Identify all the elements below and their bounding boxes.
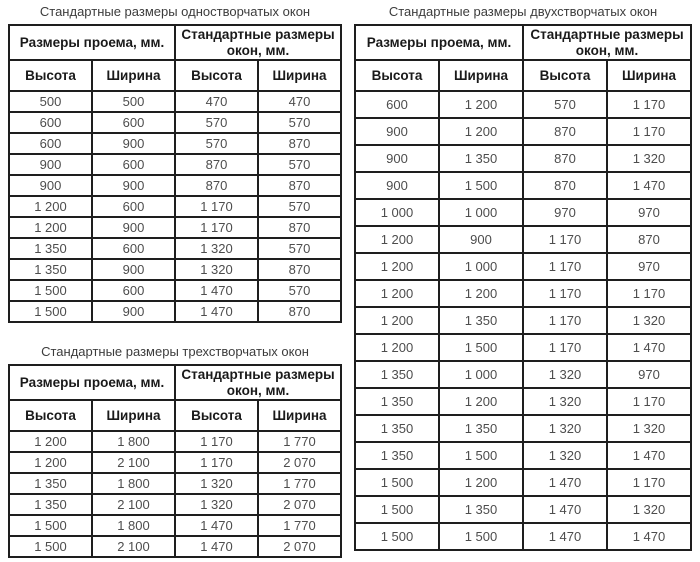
- cell-value: 900: [92, 217, 175, 238]
- cell-value: 900: [439, 226, 523, 253]
- table-row: [9, 301, 341, 322]
- cell-value: 1 200: [439, 388, 523, 415]
- cell-value: 900: [355, 118, 439, 145]
- cell-value: 1 170: [523, 280, 607, 307]
- table-body: [9, 431, 341, 557]
- sub-header-width: Ширина: [258, 60, 341, 91]
- cell-value: 1 470: [175, 515, 258, 536]
- cell-value: 600: [92, 196, 175, 217]
- cell-value: 870: [258, 133, 341, 154]
- cell-value: 500: [92, 91, 175, 112]
- group-header-window: Стандартные размеры окон, мм.: [175, 25, 341, 60]
- cell-value: 1 320: [523, 388, 607, 415]
- single-leaf-section: [8, 0, 342, 323]
- cell-value: 1 320: [175, 259, 258, 280]
- table-row: [9, 431, 341, 452]
- cell-value: 1 500: [9, 536, 92, 557]
- cell-value: 1 500: [355, 469, 439, 496]
- cell-value: 1 470: [175, 280, 258, 301]
- cell-value: 1 500: [439, 334, 523, 361]
- cell-value: 2 070: [258, 494, 341, 515]
- sub-header-height: Высота: [175, 60, 258, 91]
- table-row: [355, 442, 691, 469]
- cell-value: 870: [523, 118, 607, 145]
- cell-value: 570: [258, 196, 341, 217]
- sub-header-height: Высота: [175, 400, 258, 431]
- cell-value: 1 170: [175, 452, 258, 473]
- table-row: [9, 452, 341, 473]
- sub-header-height: Высота: [355, 60, 439, 91]
- cell-value: 870: [523, 145, 607, 172]
- cell-value: 600: [92, 112, 175, 133]
- cell-value: 1 170: [175, 217, 258, 238]
- cell-value: 870: [607, 226, 691, 253]
- cell-value: 1 320: [175, 238, 258, 259]
- cell-value: 2 100: [92, 494, 175, 515]
- cell-value: 900: [355, 145, 439, 172]
- cell-value: 1 350: [355, 415, 439, 442]
- sub-header-width: Ширина: [258, 400, 341, 431]
- cell-value: 870: [258, 217, 341, 238]
- cell-value: 1 350: [439, 415, 523, 442]
- cell-value: 570: [175, 112, 258, 133]
- cell-value: 1 170: [175, 196, 258, 217]
- cell-value: 1 170: [607, 469, 691, 496]
- cell-value: 1 470: [607, 442, 691, 469]
- right-column: [354, 0, 692, 551]
- sub-header-width: Ширина: [607, 60, 691, 91]
- table-row: [355, 253, 691, 280]
- cell-value: 1 200: [439, 469, 523, 496]
- cell-value: 1 320: [523, 442, 607, 469]
- cell-value: 870: [258, 301, 341, 322]
- table-row: [355, 91, 691, 118]
- cell-value: 1 350: [9, 259, 92, 280]
- table-row: [355, 307, 691, 334]
- cell-value: 1 200: [9, 196, 92, 217]
- table-row: [9, 473, 341, 494]
- cell-value: 470: [258, 91, 341, 112]
- cell-value: 900: [355, 172, 439, 199]
- table-row: [9, 280, 341, 301]
- cell-value: 2 100: [92, 536, 175, 557]
- cell-value: 870: [175, 175, 258, 196]
- cell-value: 1 170: [523, 307, 607, 334]
- cell-value: 1 170: [607, 388, 691, 415]
- cell-value: 2 070: [258, 536, 341, 557]
- table-header: [9, 365, 341, 431]
- three-leaf-table-title: Стандартные размеры трехстворчатых окон: [41, 344, 309, 359]
- cell-value: 1 500: [9, 280, 92, 301]
- cell-value: 1 470: [523, 469, 607, 496]
- single-leaf-table-title: Стандартные размеры одностворчатых окон: [39, 4, 311, 19]
- sub-header-row: [9, 400, 341, 431]
- cell-value: 570: [258, 154, 341, 175]
- table-row: [355, 523, 691, 550]
- left-column: [8, 0, 342, 558]
- cell-value: 600: [9, 112, 92, 133]
- cell-value: 1 200: [9, 431, 92, 452]
- cell-value: 1 200: [9, 217, 92, 238]
- group-header-opening: Размеры проема, мм.: [9, 25, 175, 60]
- cell-value: 900: [92, 133, 175, 154]
- three-leaf-table: [8, 364, 342, 558]
- cell-value: 1 350: [439, 496, 523, 523]
- cell-value: 470: [175, 91, 258, 112]
- group-header-row: [9, 25, 341, 60]
- table-row: [355, 226, 691, 253]
- cell-value: 1 350: [355, 442, 439, 469]
- cell-value: 570: [523, 91, 607, 118]
- cell-value: 1 200: [355, 280, 439, 307]
- cell-value: 1 200: [439, 280, 523, 307]
- double-leaf-table: [354, 24, 692, 551]
- cell-value: 1 500: [439, 172, 523, 199]
- table-body: [9, 91, 341, 322]
- table-row: [9, 154, 341, 175]
- table-row: [9, 133, 341, 154]
- table-row: [9, 494, 341, 515]
- table-row: [355, 415, 691, 442]
- cell-value: 1 170: [523, 226, 607, 253]
- cell-value: 1 350: [9, 494, 92, 515]
- cell-value: 1 470: [175, 301, 258, 322]
- cell-value: 1 170: [175, 431, 258, 452]
- cell-value: 1 320: [607, 145, 691, 172]
- cell-value: 900: [92, 301, 175, 322]
- table-row: [9, 515, 341, 536]
- cell-value: 600: [9, 133, 92, 154]
- table-row: [355, 145, 691, 172]
- table-row: [355, 469, 691, 496]
- cell-value: 570: [258, 112, 341, 133]
- cell-value: 1 500: [355, 496, 439, 523]
- three-leaf-section: [8, 340, 342, 558]
- sub-header-height: Высота: [9, 60, 92, 91]
- cell-value: 1 500: [439, 442, 523, 469]
- sub-header-width: Ширина: [92, 400, 175, 431]
- table-row: [9, 259, 341, 280]
- cell-value: 1 320: [175, 494, 258, 515]
- cell-value: 1 470: [607, 172, 691, 199]
- group-header-opening: Размеры проема, мм.: [9, 365, 175, 400]
- cell-value: 1 320: [175, 473, 258, 494]
- cell-value: 1 170: [607, 118, 691, 145]
- cell-value: 870: [175, 154, 258, 175]
- table-header: [9, 25, 341, 91]
- cell-value: 1 350: [355, 388, 439, 415]
- table-row: [355, 280, 691, 307]
- cell-value: 1 350: [9, 238, 92, 259]
- cell-value: 1 800: [92, 473, 175, 494]
- table-body: [355, 91, 691, 550]
- cell-value: 1 800: [92, 431, 175, 452]
- sub-header-width: Ширина: [439, 60, 523, 91]
- cell-value: 1 170: [607, 280, 691, 307]
- cell-value: 1 200: [355, 334, 439, 361]
- table-row: [9, 217, 341, 238]
- cell-value: 1 350: [355, 361, 439, 388]
- cell-value: 1 200: [439, 118, 523, 145]
- cell-value: 600: [92, 154, 175, 175]
- sub-header-row: [9, 60, 341, 91]
- cell-value: 900: [92, 259, 175, 280]
- cell-value: 1 320: [607, 307, 691, 334]
- cell-value: 1 470: [607, 334, 691, 361]
- sub-header-row: [355, 60, 691, 91]
- cell-value: 1 000: [355, 199, 439, 226]
- cell-value: 1 320: [523, 361, 607, 388]
- cell-value: 1 000: [439, 253, 523, 280]
- table-row: [355, 118, 691, 145]
- cell-value: 1 000: [439, 361, 523, 388]
- table-header: [355, 25, 691, 91]
- cell-value: 570: [258, 238, 341, 259]
- cell-value: 600: [355, 91, 439, 118]
- cell-value: 1 200: [355, 253, 439, 280]
- table-row: [355, 361, 691, 388]
- group-header-window: Стандартные размеры окон, мм.: [175, 365, 341, 400]
- cell-value: 1 470: [523, 496, 607, 523]
- cell-value: 1 350: [439, 307, 523, 334]
- sub-header-height: Высота: [9, 400, 92, 431]
- cell-value: 970: [607, 361, 691, 388]
- table-row: [355, 496, 691, 523]
- single-leaf-table: [8, 24, 342, 323]
- cell-value: 2 100: [92, 452, 175, 473]
- cell-value: 970: [607, 199, 691, 226]
- cell-value: 1 500: [9, 515, 92, 536]
- table-row: [9, 196, 341, 217]
- cell-value: 870: [258, 259, 341, 280]
- cell-value: 570: [258, 280, 341, 301]
- table-row: [355, 172, 691, 199]
- cell-value: 1 170: [523, 253, 607, 280]
- cell-value: 870: [523, 172, 607, 199]
- table-row: [9, 175, 341, 196]
- cell-value: 970: [607, 253, 691, 280]
- cell-value: 1 350: [439, 145, 523, 172]
- double-leaf-section: [354, 0, 692, 551]
- cell-value: 1 000: [439, 199, 523, 226]
- cell-value: 2 070: [258, 452, 341, 473]
- group-header-row: [355, 25, 691, 60]
- group-header-window: Стандартные размеры окон, мм.: [523, 25, 691, 60]
- cell-value: 970: [523, 199, 607, 226]
- double-leaf-table-title: Стандартные размеры двухстворчатых окон: [388, 4, 658, 19]
- cell-value: 600: [92, 280, 175, 301]
- table-row: [355, 388, 691, 415]
- cell-value: 1 470: [175, 536, 258, 557]
- table-row: [355, 199, 691, 226]
- cell-value: 570: [175, 133, 258, 154]
- cell-value: 900: [9, 175, 92, 196]
- cell-value: 500: [9, 91, 92, 112]
- cell-value: 1 500: [9, 301, 92, 322]
- sub-header-width: Ширина: [92, 60, 175, 91]
- table-row: [9, 536, 341, 557]
- cell-value: 1 200: [439, 91, 523, 118]
- table-row: [9, 238, 341, 259]
- table-row: [355, 334, 691, 361]
- cell-value: 1 200: [9, 452, 92, 473]
- cell-value: 1 320: [523, 415, 607, 442]
- cell-value: 600: [92, 238, 175, 259]
- cell-value: 1 770: [258, 431, 341, 452]
- cell-value: 1 500: [355, 523, 439, 550]
- cell-value: 1 470: [607, 523, 691, 550]
- table-row: [9, 91, 341, 112]
- cell-value: 870: [258, 175, 341, 196]
- cell-value: 900: [9, 154, 92, 175]
- cell-value: 1 770: [258, 515, 341, 536]
- cell-value: 1 320: [607, 415, 691, 442]
- cell-value: 1 770: [258, 473, 341, 494]
- group-header-row: [9, 365, 341, 400]
- cell-value: 1 320: [607, 496, 691, 523]
- group-header-opening: Размеры проема, мм.: [355, 25, 523, 60]
- cell-value: 900: [92, 175, 175, 196]
- sub-header-height: Высота: [523, 60, 607, 91]
- cell-value: 1 470: [523, 523, 607, 550]
- cell-value: 1 350: [9, 473, 92, 494]
- cell-value: 1 800: [92, 515, 175, 536]
- table-row: [9, 112, 341, 133]
- cell-value: 1 170: [607, 91, 691, 118]
- cell-value: 1 200: [355, 307, 439, 334]
- cell-value: 1 200: [355, 226, 439, 253]
- cell-value: 1 170: [523, 334, 607, 361]
- cell-value: 1 500: [439, 523, 523, 550]
